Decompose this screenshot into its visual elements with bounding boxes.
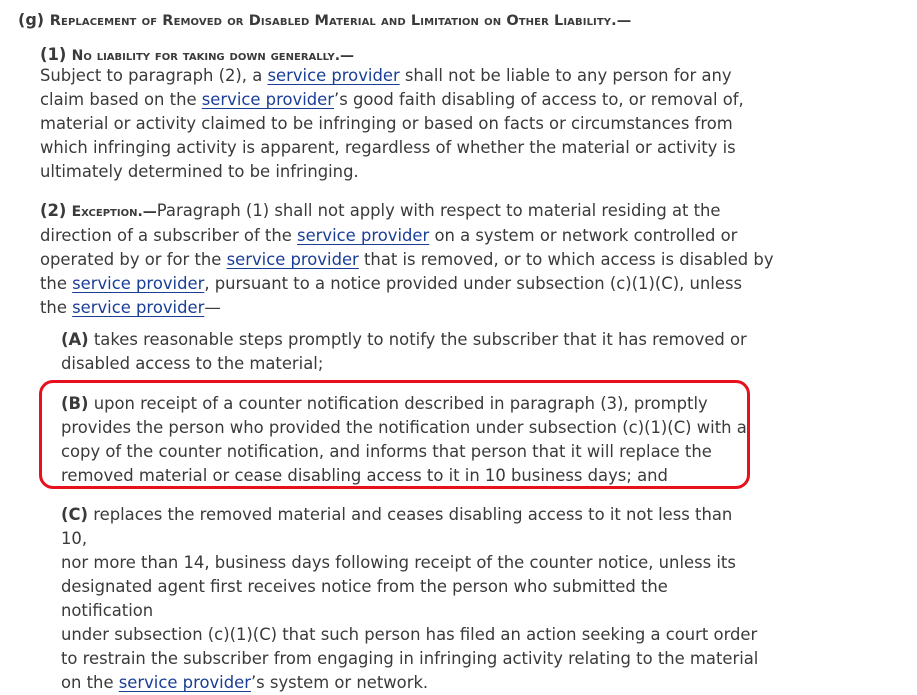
paragraph-1-label: (1) xyxy=(40,45,67,64)
subparagraph-a-label: (A) xyxy=(61,330,89,349)
subparagraph-c-label: (C) xyxy=(61,505,89,524)
subparagraph-c xyxy=(61,503,761,695)
paragraph-2-label: (2) xyxy=(40,201,67,220)
text-line: (2) Exception.—Paragraph (1) shall not apply with respect to material residing at the xyxy=(40,201,721,220)
service-provider-link[interactable]: service provider xyxy=(72,298,205,317)
service-provider-link[interactable]: service provider xyxy=(201,90,334,109)
text-line: (C) replaces the removed material and ceases disabling access to it not less than 10, xyxy=(61,505,733,548)
text-line: copy of the counter notification, and informs that person that it will replace the xyxy=(61,442,712,461)
text-line: nor more than 14, business days following receipt of the counter notice, unless its xyxy=(61,553,736,572)
text-line: Subject to paragraph (2), a service provider shall not be liable to any person for any xyxy=(40,66,732,85)
text-line: ultimately determined to be infringing. xyxy=(40,162,359,181)
text-line: (B) upon receipt of a counter notification described in paragraph (3), promptly xyxy=(61,394,708,413)
text-line: to restrain the subscriber from engaging in infringing activity relating to the material xyxy=(61,649,759,668)
text-line: direction of a subscriber of the service provider on a system or network controlled or xyxy=(40,226,738,245)
text-line: removed material or cease disabling access to it in 10 business days; and xyxy=(61,466,668,485)
paragraph-2-title: Exception.— xyxy=(71,204,157,220)
service-provider-link[interactable]: service provider xyxy=(267,66,400,85)
subparagraph-a xyxy=(61,328,761,376)
text-line: designated agent first receives notice from the person who submitted the notification xyxy=(61,577,668,620)
service-provider-link[interactable]: service provider xyxy=(226,250,359,269)
text-line: under subsection (c)(1)(C) that such person has filed an action seeking a court order xyxy=(61,625,758,644)
text-line: operated by or for the service provider that is removed, or to which access is disabled by xyxy=(40,250,774,269)
service-provider-link[interactable]: service provider xyxy=(118,673,251,692)
text-line: disabled access to the material; xyxy=(61,354,324,373)
text-line: claim based on the service provider’s good faith disabling of access to, or removal of, xyxy=(40,90,744,109)
paragraph-2 xyxy=(40,199,780,320)
text-line: which infringing activity is apparent, regardless of whether the material or activity is xyxy=(40,138,736,157)
text-line: the service provider— xyxy=(40,298,221,317)
paragraph-1-body xyxy=(40,64,780,184)
text-line: the service provider, pursuant to a notice provided under subsection (c)(1)(C), unless xyxy=(40,274,743,293)
section-g-label: (g) xyxy=(18,10,45,29)
service-provider-link[interactable]: service provider xyxy=(72,274,205,293)
paragraph-1-title: No liability for taking down generally.— xyxy=(71,48,355,64)
text-line: provides the person who provided the notification under subsection (c)(1)(C) with a xyxy=(61,418,747,437)
subparagraph-b xyxy=(61,392,761,488)
text-line: on the service provider’s system or network. xyxy=(61,673,429,692)
service-provider-link[interactable]: service provider xyxy=(297,226,430,245)
text-line: (A) takes reasonable steps promptly to notify the subscriber that it has removed or xyxy=(61,330,747,349)
section-g-heading xyxy=(18,8,631,33)
text-line: material or activity claimed to be infringing or based on facts or circumstances from xyxy=(40,114,733,133)
subparagraph-b-label: (B) xyxy=(61,394,89,413)
section-g-title: Replacement of Removed or Disabled Material and Limitation on Other Liability.— xyxy=(49,13,632,29)
